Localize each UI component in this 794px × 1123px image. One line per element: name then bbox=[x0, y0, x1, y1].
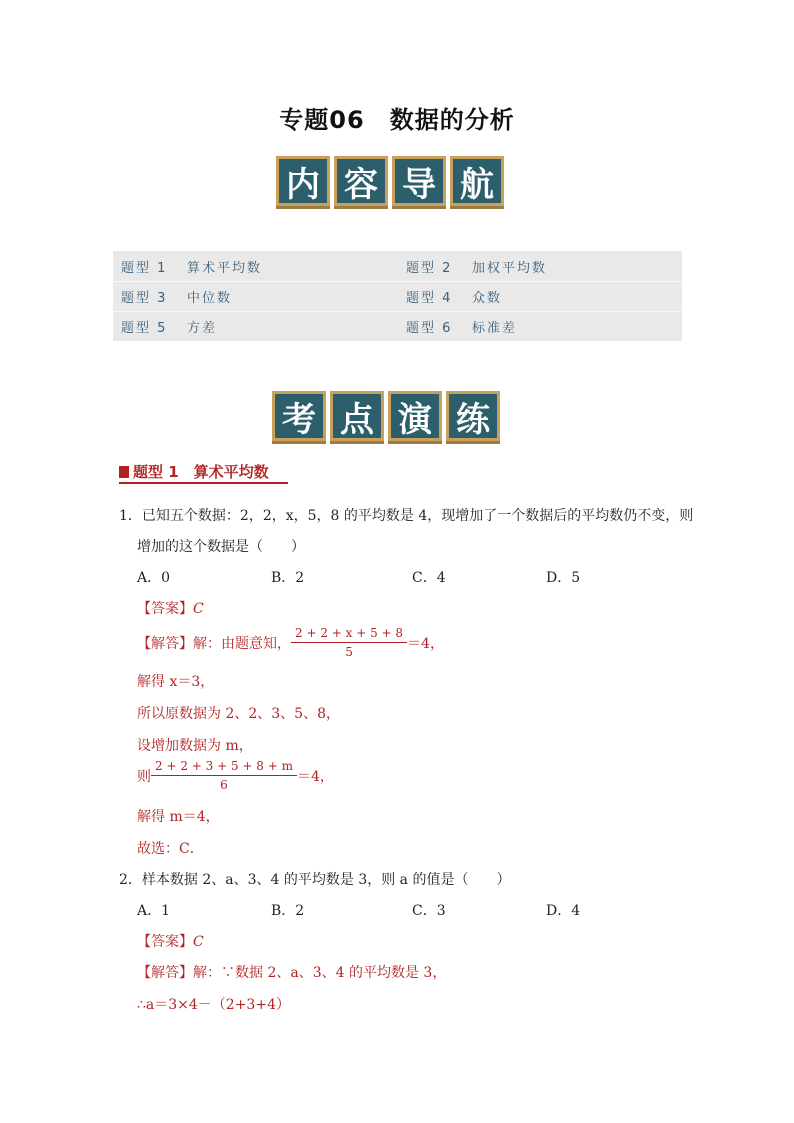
q1-stem-line2: 增加的这个数据是（ ） bbox=[137, 539, 305, 555]
banner2-char-4: 练 bbox=[446, 391, 500, 441]
toc-item-type2[interactable]: 题型 2 加权平均数 bbox=[406, 260, 548, 276]
q2-option-d: D．4 bbox=[546, 903, 581, 919]
banner2-char-3: 演 bbox=[388, 391, 442, 441]
q1-fraction-1: $\frac{2 + 2 + x + 5 + 8}{5}$ bbox=[291, 626, 407, 659]
banner2-char-2: 点 bbox=[330, 391, 384, 441]
q1-option-b: B．2 bbox=[271, 570, 305, 586]
q1-option-a: A．0 bbox=[137, 570, 171, 586]
q1-answer: 【答案】C bbox=[137, 601, 204, 617]
q2-option-a: A．1 bbox=[137, 903, 171, 919]
q1-step1: 解得 x＝3， bbox=[137, 674, 215, 690]
section-heading: 题型 1 算术平均数 bbox=[119, 461, 269, 482]
q2-analysis: 【解答】解：∵数据 2、a、3、4 的平均数是 3， bbox=[137, 965, 447, 981]
banner1-char-2: 容 bbox=[334, 156, 388, 206]
toc-item-type1[interactable]: 题型 1 算术平均数 bbox=[121, 260, 263, 276]
q1-step4: 则 $\frac{2 + 2 + 3 + 5 + 8 + m}{6}$ ＝4， bbox=[137, 759, 334, 792]
toc-cells bbox=[113, 251, 682, 341]
q1-analysis-intro: 【解答】 解：由题意知， $\frac{2 + 2 + x + 5 + 8}{5}$ ＝4， bbox=[137, 626, 444, 659]
banner1-char-4: 航 bbox=[450, 156, 504, 206]
doc-title: 专题06 数据的分析 bbox=[279, 106, 515, 134]
banner2-char-1: 考 bbox=[272, 391, 326, 441]
q1-option-c: C．4 bbox=[412, 570, 446, 586]
toc-item-type5[interactable]: 题型 5 方差 bbox=[121, 320, 218, 336]
q2-stem: 2．样本数据 2、a、3、4 的平均数是 3，则 a 的值是（ ） bbox=[119, 872, 511, 888]
q2-option-b: B．2 bbox=[271, 903, 305, 919]
q1-step3: 设增加数据为 m， bbox=[137, 738, 253, 754]
banner-content-nav bbox=[276, 156, 526, 216]
q2-option-c: C．3 bbox=[412, 903, 446, 919]
q1-fraction-2: $\frac{2 + 2 + 3 + 5 + 8 + m}{6}$ bbox=[151, 759, 297, 792]
banner-practice bbox=[272, 391, 532, 451]
section-marker-icon bbox=[119, 466, 129, 478]
q1-option-d: D．5 bbox=[546, 570, 581, 586]
q1-stem-line1: 1．已知五个数据：2，2，x，5，8 的平均数是 4，现增加了一个数据后的平均数仍不变，则 bbox=[119, 508, 694, 524]
q1-step2: 所以原数据为 2、2、3、5、8， bbox=[137, 706, 340, 722]
section-underline bbox=[119, 482, 288, 484]
toc-item-type6[interactable]: 题型 6 标准差 bbox=[406, 320, 518, 336]
q2-step1: ∴a＝3×4－（2+3+4） bbox=[137, 997, 290, 1013]
toc-item-type3[interactable]: 题型 3 中位数 bbox=[121, 290, 233, 306]
q2-answer: 【答案】C bbox=[137, 934, 204, 950]
toc-item-type4[interactable]: 题型 4 众数 bbox=[406, 290, 503, 306]
banner1-char-1: 内 bbox=[276, 156, 330, 206]
q1-step6: 故选：C． bbox=[137, 841, 204, 857]
banner1-char-3: 导 bbox=[392, 156, 446, 206]
q1-step5: 解得 m＝4， bbox=[137, 809, 220, 825]
